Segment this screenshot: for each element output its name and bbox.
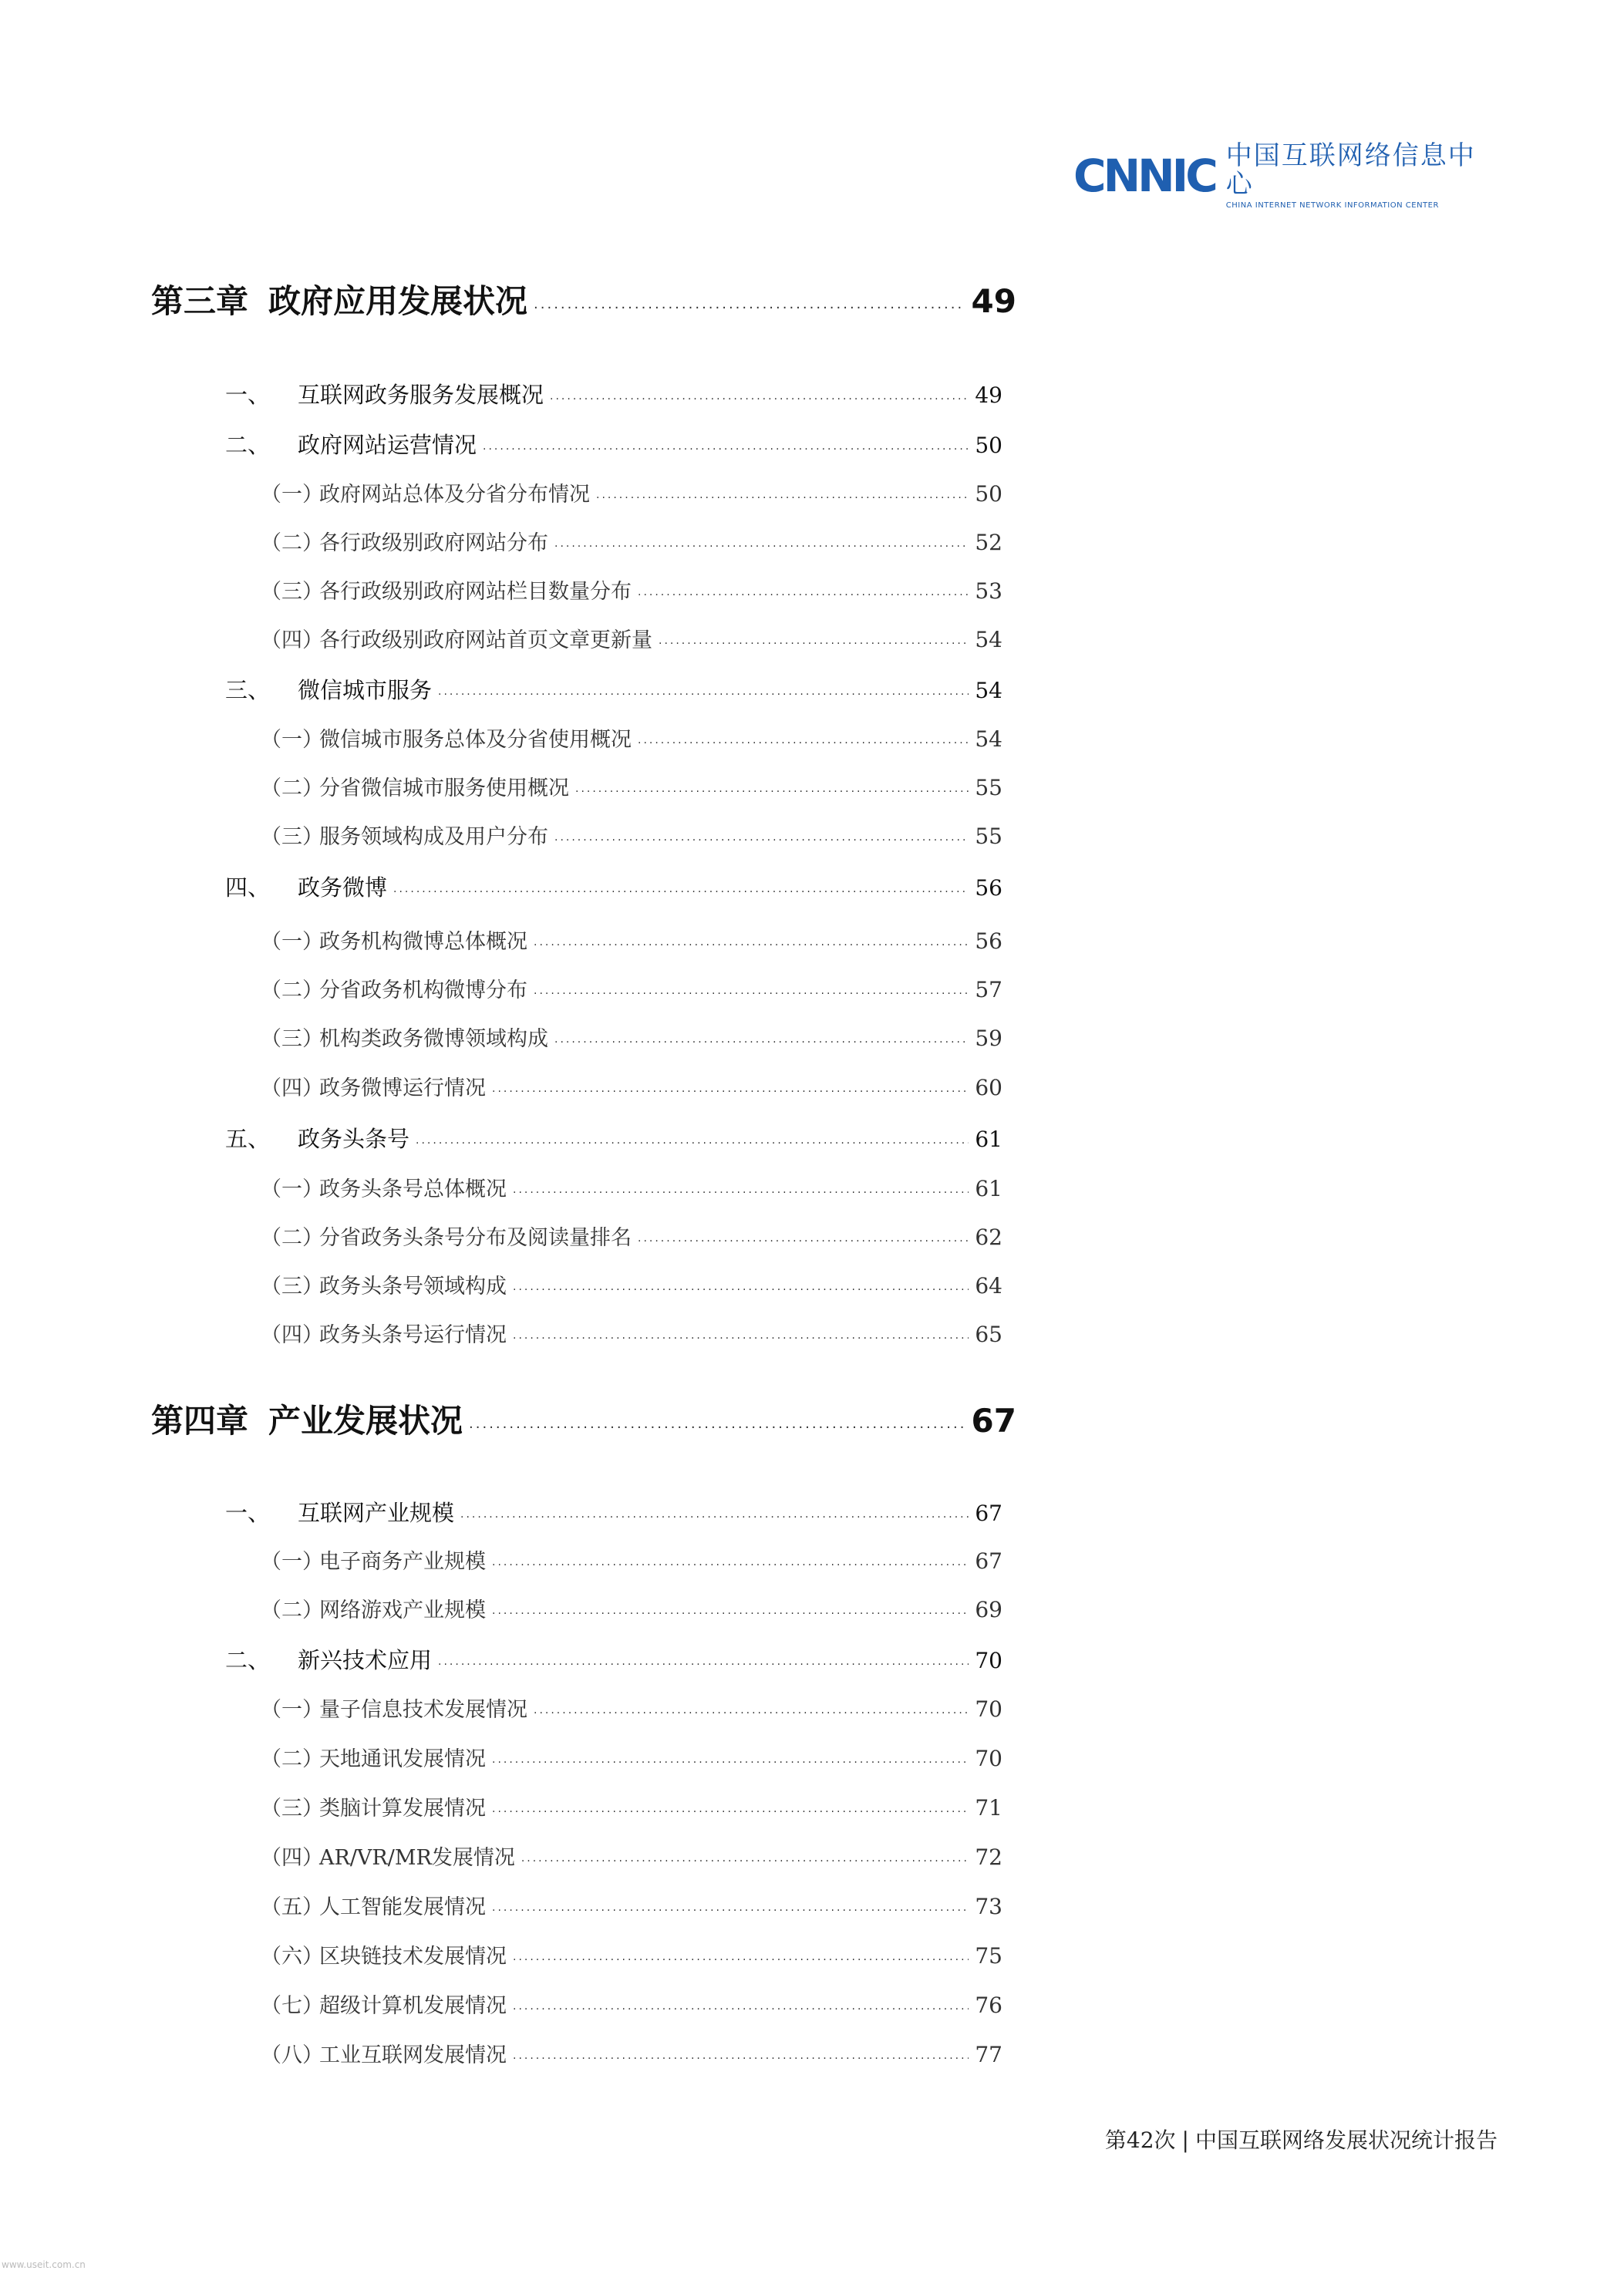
subsection-title: 分省政务机构微博分布 bbox=[319, 979, 527, 1002]
subsection-number: （一） bbox=[261, 1177, 323, 1201]
subsection-title: 政务头条号总体概况 bbox=[319, 1177, 507, 1201]
subsection-number: （一） bbox=[261, 1698, 323, 1722]
subsection-page: 53 bbox=[975, 578, 1002, 604]
cnnic-logo bbox=[1073, 140, 1498, 211]
logo-english-name: CHINA INTERNET NETWORK INFORMATION CENTER bbox=[1225, 201, 1439, 211]
section-page: 54 bbox=[975, 678, 1002, 703]
dot-leader bbox=[513, 1284, 969, 1296]
chapter-number: 第三章 bbox=[151, 282, 249, 320]
toc-subsection[interactable] bbox=[261, 1022, 1002, 1052]
dot-leader bbox=[534, 300, 965, 316]
subsection-number: （一） bbox=[261, 930, 323, 954]
toc-subsection[interactable] bbox=[261, 1989, 1002, 2019]
section-title: 政务微博 bbox=[298, 874, 388, 901]
toc-subsection[interactable] bbox=[261, 1545, 1002, 1575]
subsection-page: 54 bbox=[975, 726, 1002, 752]
toc-section[interactable] bbox=[225, 1122, 1002, 1154]
subsection-page: 70 bbox=[975, 1746, 1002, 1771]
subsection-number: （三） bbox=[261, 825, 323, 849]
subsection-page: 54 bbox=[975, 627, 1002, 652]
chapter-page: 49 bbox=[971, 282, 1016, 320]
section-page: 70 bbox=[975, 1648, 1002, 1673]
dot-leader bbox=[638, 737, 969, 750]
dot-leader bbox=[492, 1559, 969, 1572]
dot-leader bbox=[416, 1137, 969, 1150]
dot-leader bbox=[554, 1036, 969, 1049]
toc-subsection[interactable] bbox=[261, 973, 1002, 1003]
toc-subsection[interactable] bbox=[261, 526, 1002, 556]
chapter-title: 产业发展状况 bbox=[268, 1402, 463, 1440]
subsection-page: 56 bbox=[975, 928, 1002, 954]
dot-leader bbox=[534, 939, 969, 952]
subsection-number: （二） bbox=[261, 531, 323, 555]
subsection-page: 55 bbox=[975, 775, 1002, 800]
watermark: www.useit.com.cn bbox=[2, 2259, 86, 2270]
subsection-number: （一） bbox=[261, 728, 323, 752]
section-page: 56 bbox=[975, 875, 1002, 901]
subsection-number: （五） bbox=[261, 1895, 323, 1919]
toc-subsection[interactable] bbox=[261, 1791, 1002, 1821]
subsection-title: 各行政级别政府网站分布 bbox=[319, 531, 548, 555]
toc-subsection[interactable] bbox=[261, 1318, 1002, 1348]
subsection-page: 52 bbox=[975, 530, 1002, 555]
subsection-title: 服务领域构成及用户分布 bbox=[319, 825, 548, 849]
toc-subsection[interactable] bbox=[261, 623, 1002, 653]
section-number: 四、 bbox=[225, 874, 271, 901]
dot-leader bbox=[513, 1187, 969, 1199]
logo-text bbox=[1226, 142, 1498, 211]
dot-leader bbox=[438, 1659, 969, 1671]
toc-subsection[interactable] bbox=[261, 771, 1002, 801]
dot-leader bbox=[513, 1954, 969, 1966]
subsection-title: 电子商务产业规模 bbox=[319, 1550, 486, 1574]
subsection-page: 59 bbox=[975, 1026, 1002, 1051]
dot-leader bbox=[513, 1332, 969, 1345]
subsection-number: （三） bbox=[261, 1797, 323, 1821]
toc-section[interactable] bbox=[225, 428, 1002, 460]
subsection-page: 67 bbox=[975, 1548, 1002, 1574]
section-page: 49 bbox=[975, 382, 1002, 408]
toc-subsection[interactable] bbox=[261, 1890, 1002, 1920]
toc-section[interactable] bbox=[225, 871, 1002, 902]
dot-leader bbox=[638, 589, 969, 601]
dot-leader bbox=[513, 2053, 969, 2065]
dot-leader bbox=[575, 786, 969, 798]
section-page: 50 bbox=[975, 433, 1002, 458]
subsection-title: 政务机构微博总体概况 bbox=[319, 930, 527, 954]
subsection-number: （二） bbox=[261, 776, 323, 800]
footer-report-title: 中国互联网络发展状况统计报告 bbox=[1194, 2127, 1498, 2153]
dot-leader bbox=[492, 1608, 969, 1620]
toc-subsection[interactable] bbox=[261, 1221, 1002, 1251]
subsection-number: （四） bbox=[261, 1846, 323, 1870]
subsection-number: （二） bbox=[261, 1598, 323, 1622]
subsection-page: 77 bbox=[975, 2042, 1002, 2067]
toc-subsection[interactable] bbox=[261, 925, 1002, 955]
subsection-title: 政务头条号领域构成 bbox=[319, 1275, 507, 1299]
subsection-number: （七） bbox=[261, 1994, 323, 2018]
toc-subsection[interactable] bbox=[261, 2038, 1002, 2068]
subsection-number: （三） bbox=[261, 1027, 323, 1051]
toc-subsection[interactable] bbox=[261, 477, 1002, 507]
subsection-title: 分省微信城市服务使用概况 bbox=[319, 776, 569, 800]
toc-subsection[interactable] bbox=[261, 1071, 1002, 1101]
subsection-number: （一） bbox=[261, 1550, 323, 1574]
subsection-page: 73 bbox=[975, 1894, 1002, 1919]
subsection-page: 57 bbox=[975, 977, 1002, 1002]
section-number: 一、 bbox=[225, 382, 271, 408]
subsection-page: 69 bbox=[975, 1597, 1002, 1622]
toc-subsection[interactable] bbox=[261, 1693, 1002, 1723]
dot-leader bbox=[596, 492, 969, 504]
dot-leader bbox=[469, 1420, 965, 1436]
dot-leader bbox=[513, 2003, 969, 2016]
subsection-title: 政府网站总体及分省分布情况 bbox=[319, 483, 590, 507]
logo-mark: CNNIC bbox=[1073, 150, 1215, 202]
subsection-number: （二） bbox=[261, 979, 323, 1002]
logo-chinese-name: 中国互联网络信息中心 bbox=[1225, 140, 1476, 200]
toc-chapter-3[interactable] bbox=[151, 276, 1016, 322]
chapter-page: 67 bbox=[971, 1402, 1016, 1440]
section-title: 微信城市服务 bbox=[298, 677, 433, 703]
subsection-page: 71 bbox=[975, 1795, 1002, 1821]
subsection-page: 50 bbox=[975, 481, 1002, 507]
footer-issue: 第42次 bbox=[1104, 2127, 1176, 2153]
toc-section[interactable] bbox=[225, 1643, 1002, 1675]
page-footer bbox=[1101, 2124, 1498, 2154]
subsection-page: 76 bbox=[975, 1993, 1002, 2018]
toc-section[interactable] bbox=[225, 1496, 1002, 1528]
dot-leader bbox=[492, 1086, 969, 1098]
chapter-title: 政府应用发展状况 bbox=[268, 282, 528, 320]
section-number: 二、 bbox=[225, 432, 271, 458]
toc-subsection[interactable] bbox=[261, 723, 1002, 753]
subsection-page: 65 bbox=[975, 1322, 1002, 1347]
footer-separator: | bbox=[1181, 2127, 1189, 2153]
subsection-page: 72 bbox=[975, 1844, 1002, 1870]
subsection-title: 机构类政务微博领域构成 bbox=[319, 1027, 548, 1051]
toc-subsection[interactable] bbox=[261, 1593, 1002, 1623]
section-number: 二、 bbox=[225, 1647, 271, 1673]
toc-subsection[interactable] bbox=[261, 1939, 1002, 1969]
dot-leader bbox=[534, 1707, 969, 1720]
subsection-page: 64 bbox=[975, 1273, 1002, 1299]
subsection-title: 人工智能发展情况 bbox=[319, 1895, 486, 1919]
toc-section[interactable] bbox=[225, 378, 1002, 409]
subsection-number: （二） bbox=[261, 1747, 323, 1771]
dot-leader bbox=[492, 1806, 969, 1818]
toc-subsection[interactable] bbox=[261, 1269, 1002, 1299]
section-title: 新兴技术应用 bbox=[298, 1647, 433, 1673]
subsection-number: （二） bbox=[261, 1226, 323, 1250]
subsection-page: 62 bbox=[975, 1225, 1002, 1250]
subsection-title: 微信城市服务总体及分省使用概况 bbox=[319, 728, 632, 752]
toc-subsection[interactable] bbox=[261, 1841, 1002, 1871]
subsection-page: 55 bbox=[975, 824, 1002, 849]
section-title: 政务头条号 bbox=[298, 1126, 410, 1152]
section-number: 一、 bbox=[225, 1500, 271, 1526]
subsection-title: 网络游戏产业规模 bbox=[319, 1598, 486, 1622]
section-title: 互联网政务服务发展概况 bbox=[298, 382, 544, 408]
subsection-title: 政务头条号运行情况 bbox=[319, 1323, 507, 1347]
toc-chapter-4[interactable] bbox=[151, 1396, 1016, 1442]
chapter-number: 第四章 bbox=[151, 1402, 249, 1440]
subsection-number: （三） bbox=[261, 1275, 323, 1299]
toc-subsection[interactable] bbox=[261, 574, 1002, 605]
subsection-title: 各行政级别政府网站首页文章更新量 bbox=[319, 628, 652, 652]
dot-leader bbox=[534, 988, 969, 1000]
subsection-title: 各行政级别政府网站栏目数量分布 bbox=[319, 580, 632, 604]
section-page: 61 bbox=[975, 1127, 1002, 1152]
subsection-title: 分省政务头条号分布及阅读量排名 bbox=[319, 1226, 632, 1250]
subsection-title: 天地通讯发展情况 bbox=[319, 1747, 486, 1771]
dot-leader bbox=[659, 638, 969, 650]
subsection-title: 量子信息技术发展情况 bbox=[319, 1698, 527, 1722]
toc-subsection[interactable] bbox=[261, 1172, 1002, 1202]
subsection-title: 工业互联网发展情况 bbox=[319, 2043, 507, 2067]
dot-leader bbox=[550, 393, 969, 406]
toc-subsection[interactable] bbox=[261, 1742, 1002, 1772]
subsection-page: 75 bbox=[975, 1943, 1002, 1969]
subsection-number: （一） bbox=[261, 483, 323, 507]
dot-leader bbox=[393, 886, 969, 898]
subsection-page: 60 bbox=[975, 1075, 1002, 1100]
dot-leader bbox=[483, 443, 969, 456]
dot-leader bbox=[492, 1757, 969, 1769]
section-number: 三、 bbox=[225, 677, 271, 703]
subsection-number: （四） bbox=[261, 1076, 323, 1100]
dot-leader bbox=[492, 1905, 969, 1917]
subsection-page: 70 bbox=[975, 1696, 1002, 1722]
dot-leader bbox=[460, 1511, 969, 1524]
dot-leader bbox=[638, 1235, 969, 1248]
toc-subsection[interactable] bbox=[261, 820, 1002, 850]
subsection-number: （八） bbox=[261, 2043, 323, 2067]
toc-section[interactable] bbox=[225, 673, 1002, 705]
subsection-title: 政务微博运行情况 bbox=[319, 1076, 486, 1100]
section-page: 67 bbox=[975, 1501, 1002, 1526]
section-number: 五、 bbox=[225, 1126, 271, 1152]
dot-leader bbox=[554, 541, 969, 553]
dot-leader bbox=[438, 689, 969, 701]
subsection-title: 超级计算机发展情况 bbox=[319, 1994, 507, 2018]
subsection-title: 类脑计算发展情况 bbox=[319, 1797, 486, 1821]
subsection-title: AR/VR/MR发展情况 bbox=[319, 1846, 515, 1870]
section-title: 互联网产业规模 bbox=[298, 1500, 455, 1526]
subsection-title: 区块链技术发展情况 bbox=[319, 1945, 507, 1969]
subsection-number: （四） bbox=[261, 628, 323, 652]
subsection-number: （六） bbox=[261, 1945, 323, 1969]
section-title: 政府网站运营情况 bbox=[298, 432, 477, 458]
dot-leader bbox=[554, 834, 969, 847]
dot-leader bbox=[521, 1855, 969, 1868]
subsection-page: 61 bbox=[975, 1176, 1002, 1201]
subsection-number: （四） bbox=[261, 1323, 323, 1347]
subsection-number: （三） bbox=[261, 580, 323, 604]
